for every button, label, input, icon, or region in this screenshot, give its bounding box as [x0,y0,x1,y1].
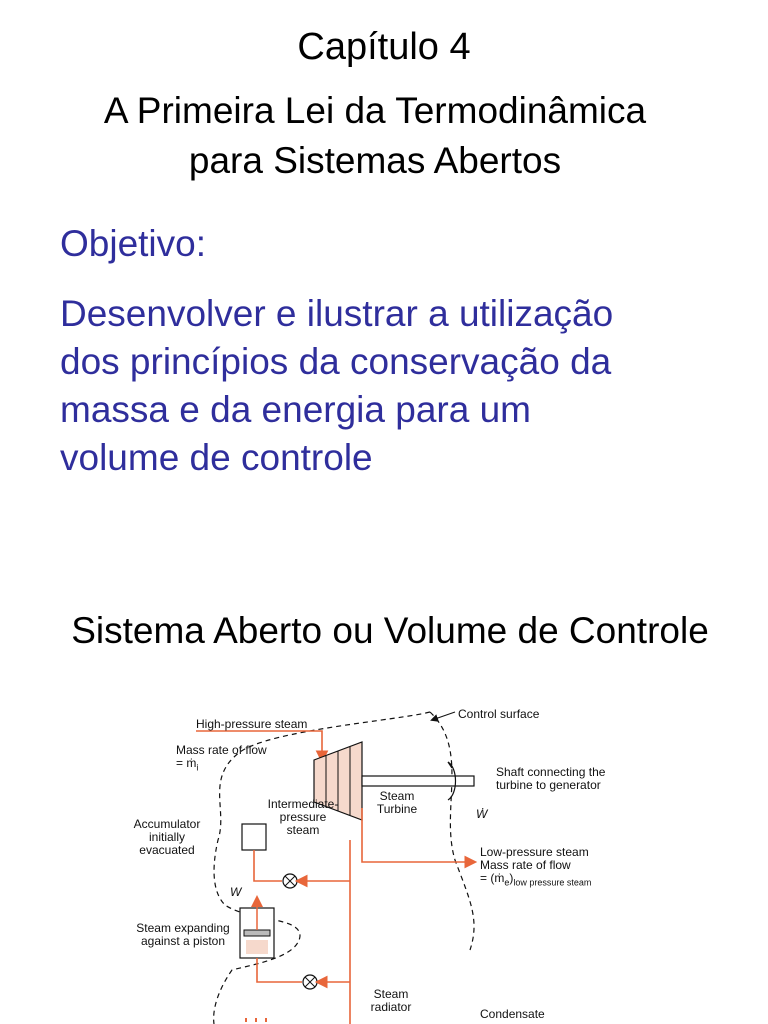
chapter-title: Capítulo 4 [297,26,471,68]
subtitle-line-2: para Sistemas Abertos [188,140,562,181]
low-pressure-suffix: ) [509,871,514,885]
work-symbol-2: W [230,885,242,899]
objective-text [60,290,750,482]
piston-line1: Steam expanding [136,921,230,935]
shaft-line1: Shaft connecting the [496,765,606,779]
mass-rate-in-sub: i [196,762,199,773]
steam-radiator-label [362,988,420,1014]
mass-rate-in-line1: Mass rate of flow [176,743,267,757]
control-volume-diagram [0,690,768,1024]
low-pressure-prefix: = (ṁ [480,871,505,885]
accumulator-line3: evacuated [139,843,195,857]
steam-turbine-label [372,790,422,816]
low-pressure-line3 [480,872,591,889]
radiator-drops [246,1018,266,1022]
low-pressure-subscript: low pressure steam [513,877,592,888]
subtitle-line-1: A Primeira Lei da Termodinâmica [103,90,647,131]
shaft-label [496,766,605,792]
low-pressure-sub: e [504,877,510,888]
low-pressure-pipe [362,808,474,862]
high-pressure-steam-label: High-pressure steam [196,717,308,731]
objective-line-1: Desenvolver e ilustrar a utilização [60,293,614,334]
piston-cylinder-icon [240,898,274,958]
accumulator-line1: Accumulator [133,817,201,831]
accumulator-label [124,818,210,857]
intermediate-line2: pressure [279,810,327,824]
section-title: Sistema Aberto ou Volume de Controle [71,610,709,651]
intermediate-line3: steam [286,823,320,837]
control-surface-pointer [432,712,455,720]
mass-rate-in-line2 [176,757,267,774]
piston-label [130,922,236,948]
shaft-line2: turbine to generator [496,778,601,792]
intermediate-steam-label [258,798,348,837]
control-surface-label: Control surface [458,707,540,721]
turbine-line2: Turbine [376,802,418,816]
mass-rate-in-symbol: = ṁ [176,756,197,770]
low-pressure-line1: Low-pressure steam [480,845,589,859]
condensate-label: Condensate [480,1007,545,1021]
radiator-line2: radiator [370,1000,412,1014]
objective-line-2: dos princípios da conservação da [60,341,612,382]
objective-line-3: massa e da energia para um [60,389,531,430]
low-pressure-steam-label [480,846,591,889]
work-symbol: Ẇ [476,807,488,821]
slide-subtitle [0,86,750,186]
turbine-line1: Steam [379,789,415,803]
objective-label: Objetivo: [60,223,207,264]
diagram-drawing [0,690,768,1024]
piston-line2: against a piston [140,934,226,948]
accumulator-line2: initially [148,830,185,844]
low-pressure-line2: Mass rate of flow [480,858,571,872]
objective-line-4: volume de controle [60,437,373,478]
radiator-line1: Steam [373,987,409,1001]
mass-rate-in-label [176,744,267,774]
intermediate-line1: Intermediate- [267,797,339,811]
